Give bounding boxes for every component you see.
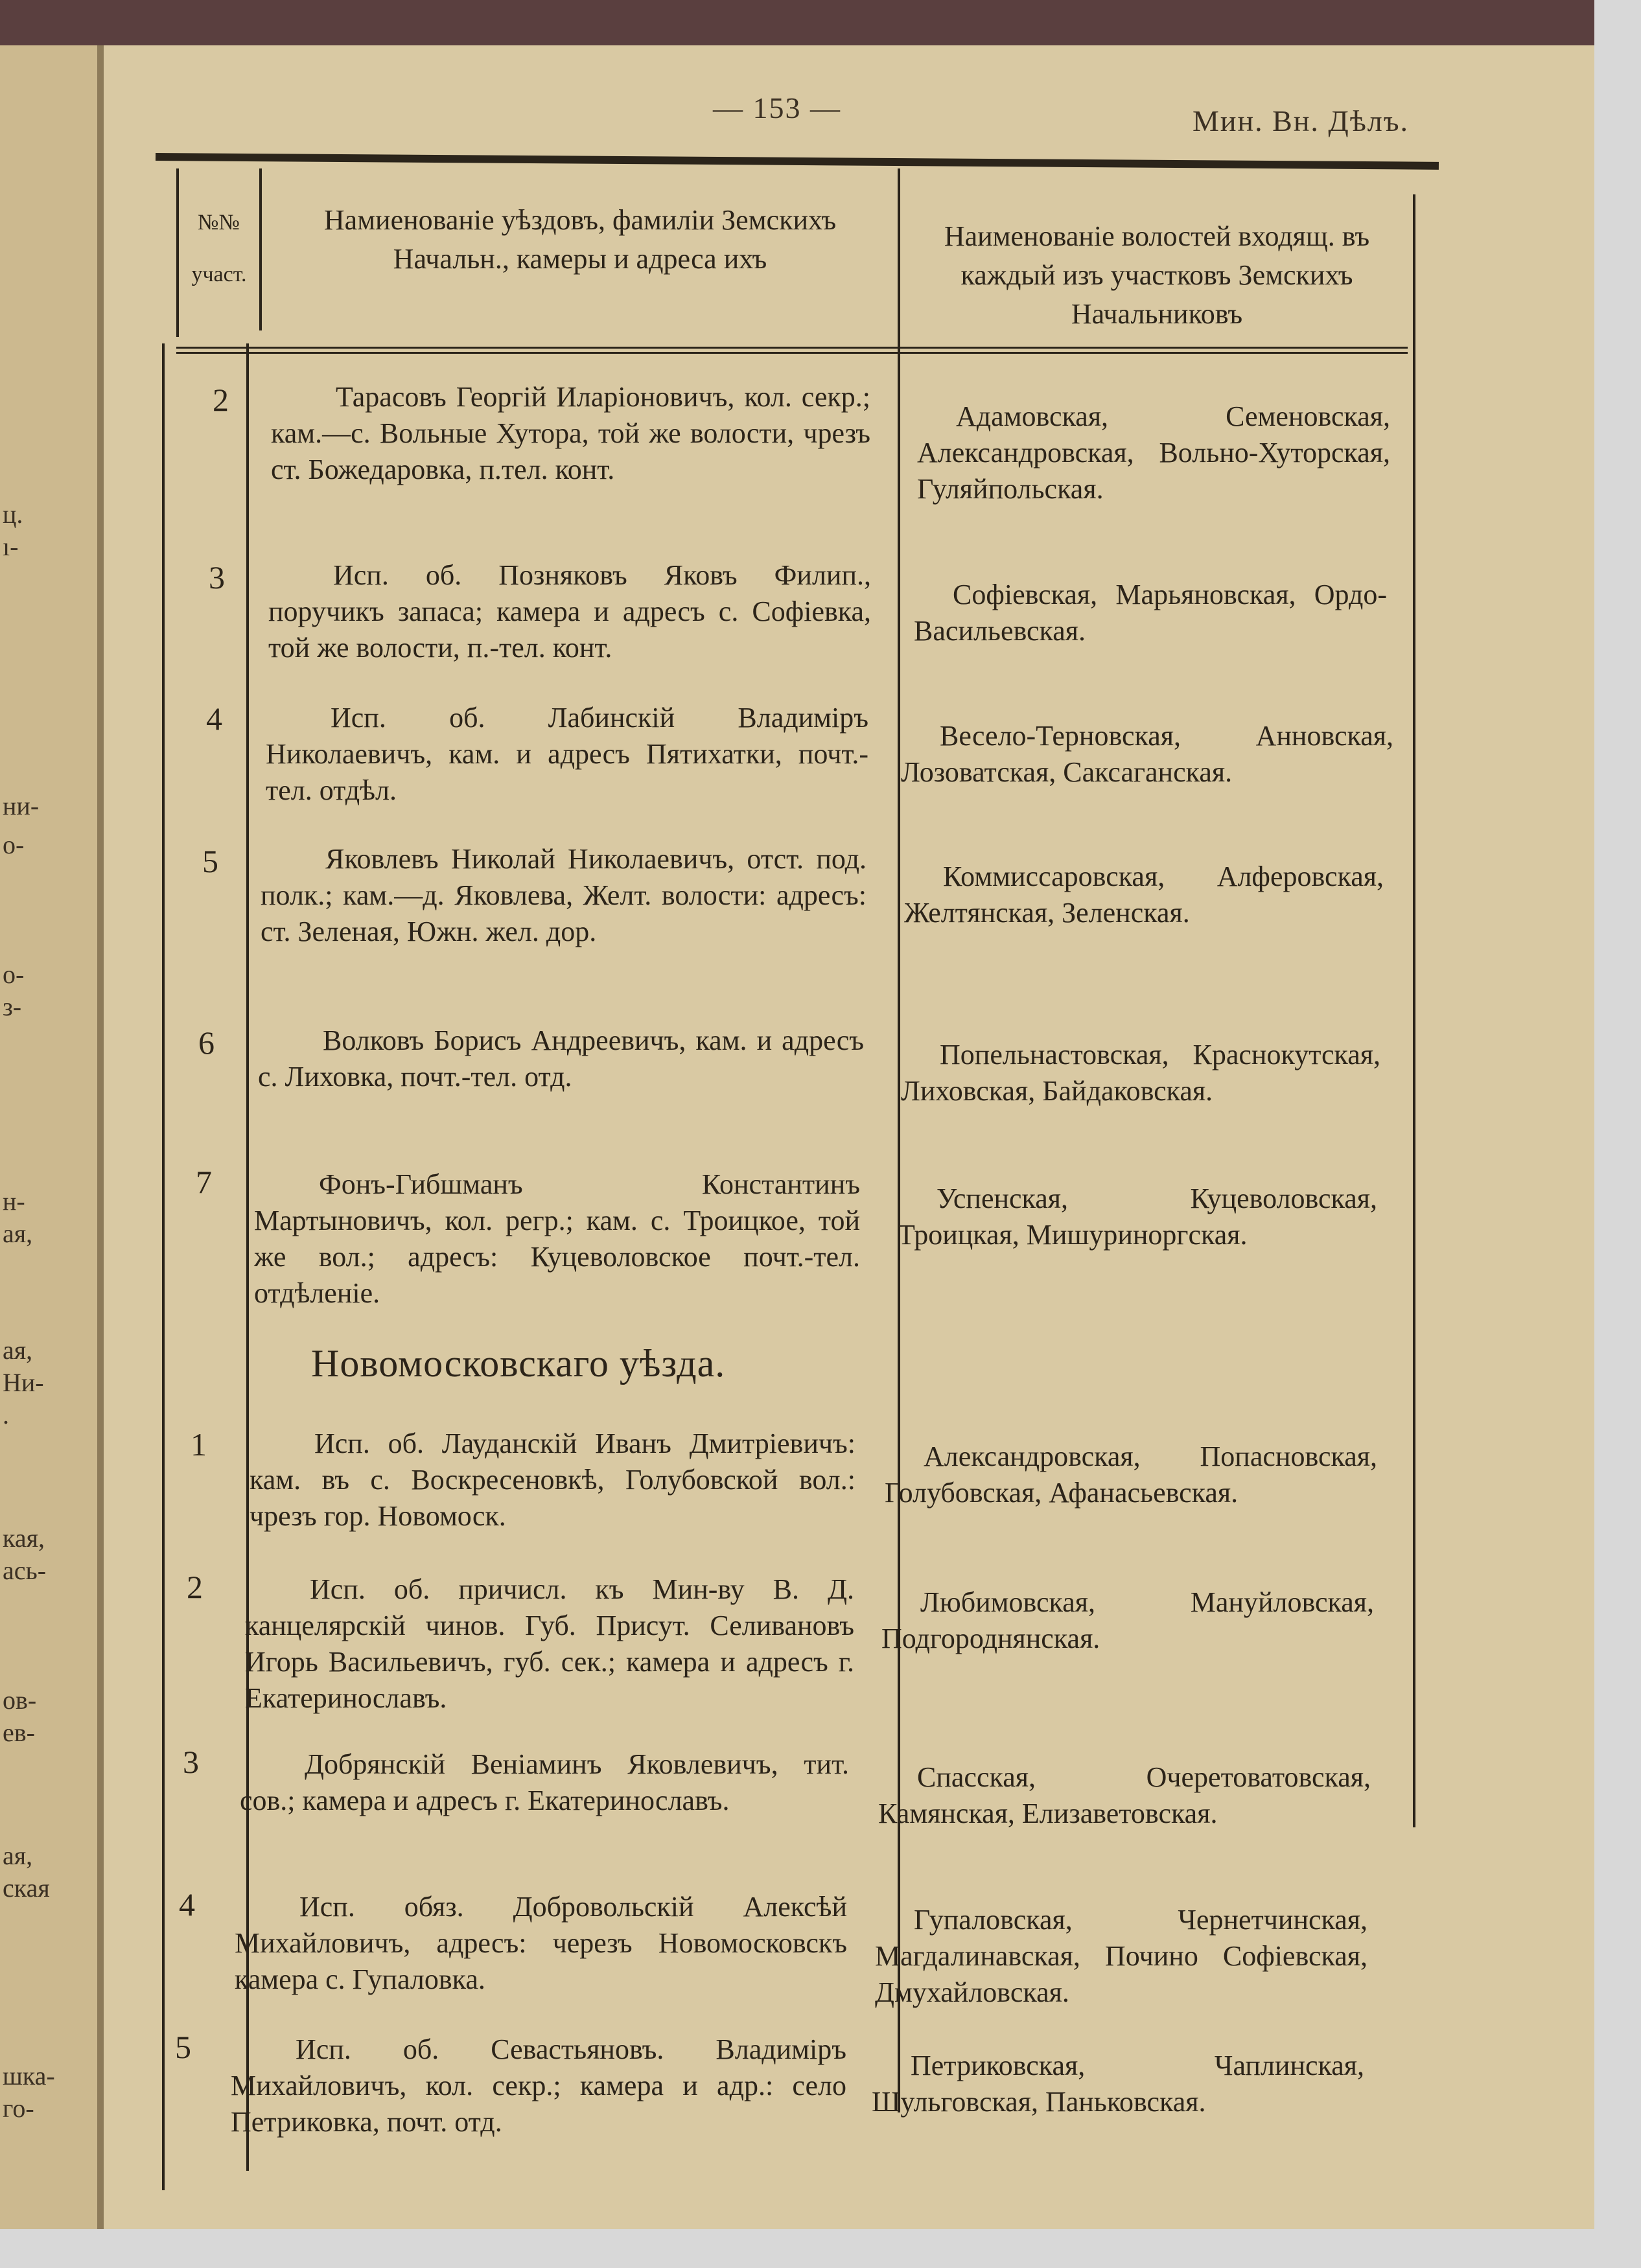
zemsky-nachalnik-entry: Яковлевъ Николай Николаевичъ, отст. под. полк.; кам.—д. Яковлева, Желт. волости: адресъ: ст. Зеленая, Южн. жел. дор. [261,843,867,947]
volost-list: Александровская, Попасновская, Голубовская, Афанасьевская. [885,1441,1377,1509]
margin-fragment: ая, [3,1336,33,1365]
row-number: 4 [179,1886,195,1923]
volost-list: Весело-Терновская, Анновская, Лозоватская, Саксаганская. [901,720,1393,788]
col-header-num-1: №№ [198,211,240,235]
row-number: 5 [202,843,218,879]
margin-fragment: ев- [3,1718,35,1747]
header-divider-left [176,168,179,337]
volost-list: Любимовская, Мануйловская, Подгороднянская. [881,1586,1374,1654]
table-left-border [162,343,165,2190]
zemsky-nachalnik-entry: Исп. об. Севастьяновъ. Владиміръ Михайловичъ, кол. секр.; камера и адр.: село Петриковка, почт. отд. [231,2033,846,2138]
margin-fragment: го- [3,2094,34,2123]
zemsky-nachalnik-entry: Добрянскій Веніаминъ Яковлевичъ, тит. сов.; камера и адресъ г. Екатеринославъ. [240,1748,849,1816]
row-number: 4 [206,700,222,737]
margin-fragment: Ни- [3,1368,44,1397]
margin-fragment: ась- [3,1556,47,1585]
col-header-num-2: участ. [191,262,247,286]
margin-fragment: з- [3,992,22,1021]
zemsky-nachalnik-entry: Исп. обяз. Добровольскій Алексѣй Михайловичъ, адресъ: черезъ Новомосковскъ камера с. Гупаловка. [235,1891,847,1995]
zemsky-nachalnik-entry: Волковъ Борисъ Андреевичъ, кам. и адресъ с. Лиховка, почт.-тел. отд. [258,1024,864,1093]
margin-fragment: о- [3,960,25,989]
row-number: 2 [213,382,229,418]
volost-list: Софіевская, Марьяновская, Ордо-Васильевская. [914,579,1387,647]
zemsky-nachalnik-entry: Исп. об. Лабинскій Владиміръ Николаевичъ, кам. и адресъ Пятихатки, почт.-тел. отдѣл. [266,702,868,806]
volost-list: Коммиссаровская, Алферовская, Желтянская, Зеленская. [904,861,1384,929]
margin-fragment: о- [3,830,25,859]
margin-fragment: ая, [3,1219,33,1248]
row-number: 6 [198,1024,215,1061]
volost-list: Адамовская, Семеновская, Александровская, Вольно-Хуторская, Гуляйпольская. [917,400,1390,505]
margin-fragment: ская [3,1873,50,1903]
margin-fragment: кая, [3,1523,45,1553]
zemsky-nachalnik-entry: Исп. об. причисл. къ Мин-ву В. Д. канцелярскій чинов. Губ. Присут. Селивановъ Игорь Васильевичъ, губ. сек.; камера и адресъ г. Екатеринославъ. [245,1573,854,1714]
col-header-volosts: Наименованіе волостей входящ. въ каждый изъ участковъ Земскихъ Начальниковъ [944,220,1370,330]
header-divider-num [259,168,262,330]
margin-fragment: шка- [3,2061,55,2090]
margin-fragment: н- [3,1186,25,1216]
volost-list: Успенская, Куцеволовская, Троицкая, Мишуриноргская. [898,1183,1377,1251]
previous-page-edge [0,45,104,2229]
row-number: 1 [191,1426,207,1463]
row-number: 5 [175,2029,191,2065]
volost-list: Спасская, Очеретоватовская, Камянская, Елизаветовская. [878,1761,1371,1829]
margin-fragment: ни- [3,791,40,820]
volost-list: Гупаловская, Чернетчинская, Магдалинавская, Почино Софіевская, Дмухайловская. [875,1904,1368,2008]
margin-fragment: ц. [3,500,23,529]
margin-fragment: . [3,1400,9,1429]
row-number: 3 [183,1744,199,1780]
margin-fragment: ı- [3,532,19,561]
running-head: Мин. Вн. Дѣлъ. [1193,104,1410,137]
zemsky-nachalnik-entry: Тарасовъ Георгій Иларіоновичъ, кол. секр.; кам.—с. Вольные Хутора, той же волости, чрезъ ст. Божедаровка, п.тел. конт. [271,381,870,485]
row-number: 7 [196,1164,212,1200]
zemsky-nachalnik-entry: Исп. об. Позняковъ Яковъ Филип., поручикъ запаса; камера и адресъ с. Софіевка, той же волости, п.-тел. конт. [268,559,871,664]
zemsky-nachalnik-entry: Фонъ-Гибшманъ Константинъ Мартыновичъ, кол. регр.; кам. с. Троицкое, той же вол.; адресъ: Куцеволовское почт.-тел. отдѣленіе. [254,1168,860,1309]
uezd-section-title: Новомосковскаго уѣзда. [311,1342,726,1385]
row-number: 2 [187,1569,203,1605]
row-number: 3 [209,559,225,596]
volost-list: Петриковская, Чаплинская, Шульговская, Паньковская. [872,2050,1364,2118]
zemsky-nachalnik-entry: Исп. об. Лауданскій Иванъ Дмитріевичъ: кам. въ с. Воскресеновкѣ, Голубовской вол.: чрезъ гор. Новомоск. [250,1428,855,1532]
volost-list: Попельнастовская, Краснокутская, Лиховская, Байдаковская. [901,1039,1380,1107]
header-double-rule [176,347,1408,354]
col-header-names: Намиенованіе уѣздовъ, фамиліи Земскихъ Начальн., камеры и адреса ихъ [323,204,837,275]
margin-fragment: ая, [3,1841,33,1870]
table-right-border [1413,194,1415,1827]
page-number: — 153 — [713,91,841,124]
margin-fragment: ов- [3,1685,37,1715]
